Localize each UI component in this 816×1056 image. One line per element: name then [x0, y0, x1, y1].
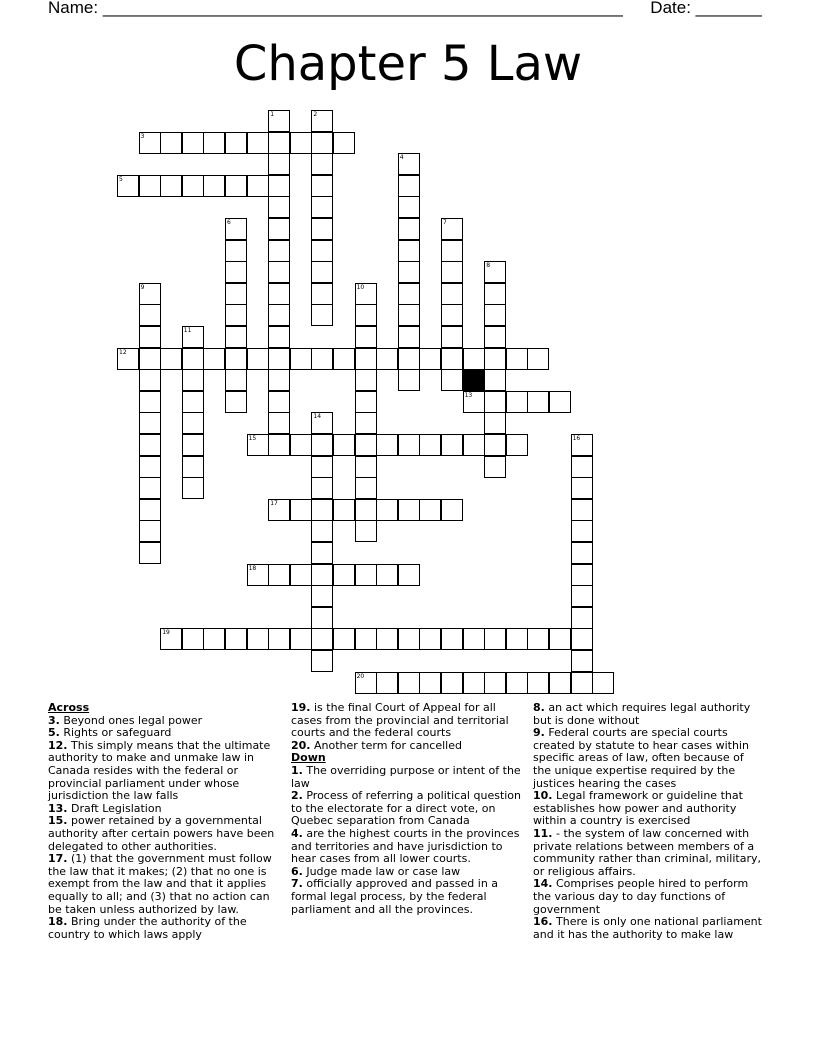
grid-cell[interactable] — [139, 369, 161, 391]
clue-number: 9 — [140, 283, 145, 291]
grid-cell[interactable] — [441, 499, 463, 521]
grid-cell[interactable] — [398, 326, 420, 348]
grid-cell[interactable] — [182, 326, 204, 348]
grid-cell[interactable] — [398, 672, 420, 694]
grid-cell[interactable] — [463, 434, 485, 456]
clue-across-5: 5. Rights or safeguard — [48, 726, 172, 740]
clue-number: 17 — [270, 499, 278, 507]
grid-cell[interactable] — [268, 326, 290, 348]
grid-cell[interactable] — [355, 391, 377, 413]
grid-cell[interactable] — [268, 196, 290, 218]
clue-across-15: 15. power retained by a governmental authority after certain powers have been delegated to other authorities. — [48, 814, 275, 853]
grid-cell[interactable] — [441, 672, 463, 694]
clue-down-14: 14. Comprises people hired to perform the various day to day functions of government — [533, 877, 749, 916]
clue-number: 10 — [356, 283, 365, 291]
grid-cell[interactable] — [139, 477, 161, 499]
grid-cell[interactable] — [441, 304, 463, 326]
grid-cell[interactable] — [398, 261, 420, 283]
grid-cell[interactable] — [419, 499, 441, 521]
grid-cell[interactable] — [527, 628, 549, 650]
grid-cell[interactable] — [203, 348, 225, 370]
grid-cell[interactable] — [484, 261, 506, 283]
grid-cell[interactable] — [268, 261, 290, 283]
clue-number: 15 — [248, 435, 257, 442]
grid-cell[interactable] — [463, 348, 485, 370]
grid-cell[interactable] — [441, 261, 463, 283]
grid-cell[interactable] — [311, 628, 333, 650]
grid-cell[interactable] — [355, 672, 377, 694]
grid-cell[interactable] — [398, 283, 420, 305]
grid-cell[interactable] — [139, 175, 161, 197]
clue-down-1: 1. The overriding purpose or intent of the law — [291, 763, 521, 790]
grid-cell[interactable] — [484, 391, 506, 413]
grid-cell[interactable] — [463, 628, 485, 650]
grid-cell[interactable] — [398, 153, 420, 175]
grid-cell[interactable] — [398, 369, 420, 391]
grid-cell[interactable] — [311, 607, 333, 629]
grid-cell[interactable] — [225, 175, 247, 197]
grid-cell[interactable] — [571, 542, 593, 564]
grid-cell[interactable] — [139, 391, 161, 413]
grid-cell[interactable] — [376, 672, 398, 694]
grid-cell[interactable] — [571, 607, 593, 629]
name-field[interactable]: _______________________________________________________ — [102, 0, 623, 17]
grid-cell[interactable] — [527, 348, 549, 370]
grid-cell[interactable] — [571, 585, 593, 607]
grid-cell[interactable] — [225, 283, 247, 305]
grid-cell[interactable] — [355, 520, 377, 542]
grid-cell[interactable] — [484, 412, 506, 434]
clue-across-17: 17. (1) that the government must follow the law that it makes; (2) that no one is exempt from the law and that it applies equally to all; and (3) that no action can be taken unless authorized by law. — [48, 852, 272, 916]
grid-cell[interactable] — [484, 434, 506, 456]
clue-down-7: 7. officially approved and passed in a formal legal process, by the federal parliament and all the provinces. — [291, 877, 499, 916]
grid-cell[interactable] — [571, 456, 593, 478]
grid-cell[interactable] — [506, 628, 528, 650]
grid-cell[interactable] — [355, 369, 377, 391]
grid-cell[interactable] — [484, 369, 506, 391]
grid-cell[interactable] — [247, 348, 269, 370]
grid-cell[interactable] — [268, 369, 290, 391]
grid-cell[interactable] — [441, 326, 463, 348]
grid-cell[interactable] — [268, 240, 290, 262]
date-field[interactable]: _______ — [695, 0, 762, 17]
date-label: Date: — [650, 0, 691, 17]
grid-cell[interactable] — [247, 564, 269, 586]
clues-column-3 — [533, 702, 765, 941]
clue-number: 13 — [464, 391, 473, 399]
grid-cell[interactable] — [355, 304, 377, 326]
grid-cell[interactable] — [571, 564, 593, 586]
grid-cell[interactable] — [355, 628, 377, 650]
grid-cell[interactable] — [290, 499, 312, 521]
grid-cell[interactable] — [355, 477, 377, 499]
grid-cell[interactable] — [225, 369, 247, 391]
clue-number: 2 — [313, 111, 318, 118]
grid-cell[interactable] — [290, 628, 312, 650]
grid-cell[interactable] — [484, 672, 506, 694]
grid-cell[interactable] — [376, 564, 398, 586]
grid-cell[interactable] — [139, 304, 161, 326]
grid-cell[interactable] — [549, 391, 571, 413]
grid-cell[interactable] — [355, 564, 377, 586]
grid-cell[interactable] — [182, 412, 204, 434]
grid-cell[interactable] — [225, 218, 247, 240]
grid-cell[interactable] — [311, 412, 333, 434]
grid-cell[interactable] — [139, 542, 161, 564]
grid-cell[interactable] — [398, 434, 420, 456]
grid-cell[interactable] — [549, 628, 571, 650]
grid-cell[interactable] — [311, 499, 333, 521]
grid-cell[interactable] — [139, 412, 161, 434]
grid-cell[interactable] — [139, 132, 161, 154]
grid-cell[interactable] — [268, 412, 290, 434]
grid-cell[interactable] — [333, 564, 355, 586]
grid-cell[interactable] — [355, 326, 377, 348]
grid-cell[interactable] — [225, 261, 247, 283]
grid-cell[interactable] — [441, 218, 463, 240]
grid-cell[interactable] — [311, 650, 333, 672]
grid-cell[interactable] — [311, 477, 333, 499]
grid-cell[interactable] — [484, 304, 506, 326]
clue-number: 14 — [313, 413, 322, 421]
grid-cell[interactable] — [225, 348, 247, 370]
clue-across-18: 18. Bring under the authority of the country to which laws apply — [48, 915, 247, 941]
clue-across-3: 3. Beyond ones legal power — [48, 713, 203, 727]
grid-cell[interactable] — [484, 628, 506, 650]
grid-cell[interactable] — [182, 628, 204, 650]
grid-cell[interactable] — [182, 477, 204, 499]
grid-cell[interactable] — [419, 434, 441, 456]
across-heading: Across — [48, 701, 90, 714]
grid-cell[interactable] — [139, 520, 161, 542]
grid-cell[interactable] — [290, 132, 312, 154]
clue-number: 5 — [119, 175, 123, 183]
page-title: Chapter 5 Law — [233, 36, 583, 92]
clue-down-10: 10. Legal framework or guideline that establishes how power and authority within a country is exercised — [533, 789, 743, 828]
grid-cell[interactable] — [225, 240, 247, 262]
grid-cell[interactable] — [160, 175, 182, 197]
grid-cell[interactable] — [268, 304, 290, 326]
grid-cell[interactable] — [203, 628, 225, 650]
grid-cell[interactable] — [268, 499, 290, 521]
grid-cell[interactable] — [139, 326, 161, 348]
grid-cell[interactable] — [139, 434, 161, 456]
grid-cell[interactable] — [160, 628, 182, 650]
grid-cell[interactable] — [398, 348, 420, 370]
grid-cell[interactable] — [225, 132, 247, 154]
grid-cell[interactable] — [203, 175, 225, 197]
clue-across-19: 19. is the final Court of Appeal for all cases from the provincial and territorial courts and the federal courts — [291, 701, 509, 740]
grid-cell[interactable] — [268, 218, 290, 240]
clue-down-2: 2. Process of referring a political question to the electorate for a direct vote, on Quebec separation from Canada — [291, 789, 522, 828]
grid-cell[interactable] — [182, 369, 204, 391]
grid-cell[interactable] — [441, 628, 463, 650]
clue-number: 1 — [270, 111, 275, 118]
grid-cell[interactable] — [139, 348, 161, 370]
grid-cell[interactable] — [247, 175, 269, 197]
grid-cell[interactable] — [484, 348, 506, 370]
clue-down-11: 11. - the system of law concerned with private relations between members of a community rather than criminal, military, or religious affairs. — [533, 826, 761, 878]
grid-cell[interactable] — [117, 348, 139, 370]
grid-cell[interactable] — [571, 672, 593, 694]
clue-number: 3 — [140, 132, 145, 140]
grid-cell[interactable] — [268, 175, 290, 197]
clue-number: 12 — [119, 348, 127, 356]
grid-cell[interactable] — [441, 283, 463, 305]
grid-cell[interactable] — [160, 348, 182, 370]
grid-cell[interactable] — [311, 261, 333, 283]
grid-cell[interactable] — [592, 672, 614, 694]
grid-cell[interactable] — [441, 434, 463, 456]
grid-cell[interactable] — [398, 240, 420, 262]
grid-cell[interactable] — [247, 132, 269, 154]
grid-cell[interactable] — [398, 564, 420, 586]
grid-cell[interactable] — [268, 110, 290, 132]
grid-cell[interactable] — [376, 628, 398, 650]
grid-cell[interactable] — [441, 369, 463, 391]
grid-cell[interactable] — [268, 153, 290, 175]
clue-down-9: 9. Federal courts are special courts created by statute to hear cases within specific areas of law, often because of the unique expertise required by the justices hearing the cases — [533, 726, 749, 790]
grid-cell[interactable] — [311, 585, 333, 607]
grid-cell[interactable] — [398, 628, 420, 650]
down-heading: Down — [291, 751, 326, 765]
grid-cell[interactable] — [225, 391, 247, 413]
grid-cell[interactable] — [160, 132, 182, 154]
grid-cell[interactable] — [398, 175, 420, 197]
grid-cell[interactable] — [571, 520, 593, 542]
grid-cell[interactable] — [506, 672, 528, 694]
grid-cell[interactable] — [311, 304, 333, 326]
grid-cell[interactable] — [182, 132, 204, 154]
grid-cell[interactable] — [441, 348, 463, 370]
grid-cell[interactable] — [268, 348, 290, 370]
clue-down-6: 6. Judge made law or case law — [291, 864, 461, 878]
grid-cell[interactable] — [268, 391, 290, 413]
grid-cell[interactable] — [139, 499, 161, 521]
grid-cell[interactable] — [527, 391, 549, 413]
grid-cell[interactable] — [398, 499, 420, 521]
grid-cell[interactable] — [225, 628, 247, 650]
clues-column-1 — [48, 702, 284, 941]
grid-cell[interactable] — [117, 175, 139, 197]
grid-cell[interactable] — [355, 412, 377, 434]
grid-cell[interactable] — [311, 132, 333, 154]
grid-cell[interactable] — [182, 348, 204, 370]
clues-column-2 — [291, 702, 527, 916]
grid-cell[interactable] — [571, 650, 593, 672]
grid-cell[interactable] — [311, 434, 333, 456]
clue-across-20: 20. Another term for cancelled — [291, 738, 462, 752]
grid-cell[interactable] — [355, 283, 377, 305]
grid-cell[interactable] — [268, 283, 290, 305]
grid-cell[interactable] — [571, 477, 593, 499]
name-label: Name: — [48, 0, 99, 17]
grid-cell[interactable] — [398, 304, 420, 326]
black-cell — [463, 369, 485, 391]
clue-number: 8 — [486, 262, 491, 270]
grid-cell[interactable] — [247, 628, 269, 650]
grid-cell[interactable] — [182, 391, 204, 413]
grid-cell[interactable] — [225, 304, 247, 326]
grid-cell[interactable] — [311, 348, 333, 370]
grid-cell[interactable] — [311, 542, 333, 564]
grid-cell[interactable] — [571, 628, 593, 650]
grid-cell[interactable] — [311, 196, 333, 218]
grid-cell[interactable] — [311, 456, 333, 478]
grid-cell[interactable] — [139, 456, 161, 478]
clue-number: 11 — [183, 327, 192, 334]
grid-cell[interactable] — [182, 456, 204, 478]
clue-across-12: 12. This simply means that the ultimate authority to make and unmake law in Canada resides with the federal or provincial parliament under whose jurisdiction the law falls — [48, 738, 271, 803]
grid-cell[interactable] — [333, 499, 355, 521]
grid-cell[interactable] — [571, 434, 593, 456]
grid-cell[interactable] — [419, 348, 441, 370]
grid-cell[interactable] — [247, 434, 269, 456]
grid-cell[interactable] — [484, 456, 506, 478]
grid-cell[interactable] — [182, 175, 204, 197]
clue-number: 20 — [356, 672, 365, 680]
grid-cell[interactable] — [463, 391, 485, 413]
grid-cell[interactable] — [203, 132, 225, 154]
grid-cell[interactable] — [506, 391, 528, 413]
grid-cell[interactable] — [527, 672, 549, 694]
clue-number: 19 — [162, 629, 170, 637]
grid-cell[interactable] — [311, 218, 333, 240]
grid-cell[interactable] — [268, 564, 290, 586]
clue-down-4: 4. are the highest courts in the provinces and territories and have jurisdiction to hear cases from all lower courts. — [291, 826, 520, 866]
grid-cell[interactable] — [549, 672, 571, 694]
grid-cell[interactable] — [311, 153, 333, 175]
clue-number: 18 — [248, 564, 257, 572]
clue-down-16: 16. There is only one national parliament and it has the authority to make law — [533, 915, 762, 941]
grid-cell[interactable] — [290, 434, 312, 456]
grid-cell[interactable] — [311, 110, 333, 132]
grid-cell[interactable] — [311, 240, 333, 262]
grid-cell[interactable] — [506, 348, 528, 370]
grid-cell[interactable] — [376, 434, 398, 456]
grid-cell[interactable] — [333, 628, 355, 650]
grid-cell[interactable] — [463, 672, 485, 694]
grid-cell[interactable] — [333, 434, 355, 456]
grid-cell[interactable] — [398, 196, 420, 218]
grid-cell[interactable] — [182, 434, 204, 456]
grid-cell[interactable] — [355, 499, 377, 521]
clue-number: 16 — [572, 435, 581, 442]
grid-cell[interactable] — [311, 564, 333, 586]
grid-cell[interactable] — [419, 628, 441, 650]
clue-down-8: 8. an act which requires legal authority but is done without — [533, 701, 751, 727]
grid-cell[interactable] — [333, 348, 355, 370]
grid-cell[interactable] — [311, 283, 333, 305]
grid-cell[interactable] — [311, 520, 333, 542]
grid-cell[interactable] — [290, 564, 312, 586]
grid-cell[interactable] — [290, 348, 312, 370]
grid-cell[interactable] — [268, 628, 290, 650]
grid-cell[interactable] — [571, 499, 593, 521]
grid-cell[interactable] — [419, 672, 441, 694]
grid-cell[interactable] — [355, 456, 377, 478]
clue-across-13: 13. Draft Legislation — [48, 801, 162, 815]
grid-cell[interactable] — [268, 434, 290, 456]
grid-cell[interactable] — [398, 218, 420, 240]
grid-cell[interactable] — [506, 434, 528, 456]
clue-number: 7 — [443, 219, 447, 226]
grid-cell[interactable] — [225, 326, 247, 348]
clue-number: 4 — [399, 154, 404, 162]
grid-cell[interactable] — [333, 132, 355, 154]
grid-cell[interactable] — [484, 326, 506, 348]
grid-cell[interactable] — [268, 132, 290, 154]
grid-cell[interactable] — [311, 175, 333, 197]
clue-number: 6 — [227, 219, 231, 226]
grid-cell[interactable] — [484, 283, 506, 305]
grid-cell[interactable] — [355, 434, 377, 456]
grid-cell[interactable] — [355, 348, 377, 370]
grid-cell[interactable] — [376, 348, 398, 370]
grid-cell[interactable] — [376, 499, 398, 521]
grid-cell[interactable] — [139, 283, 161, 305]
grid-cell[interactable] — [441, 240, 463, 262]
